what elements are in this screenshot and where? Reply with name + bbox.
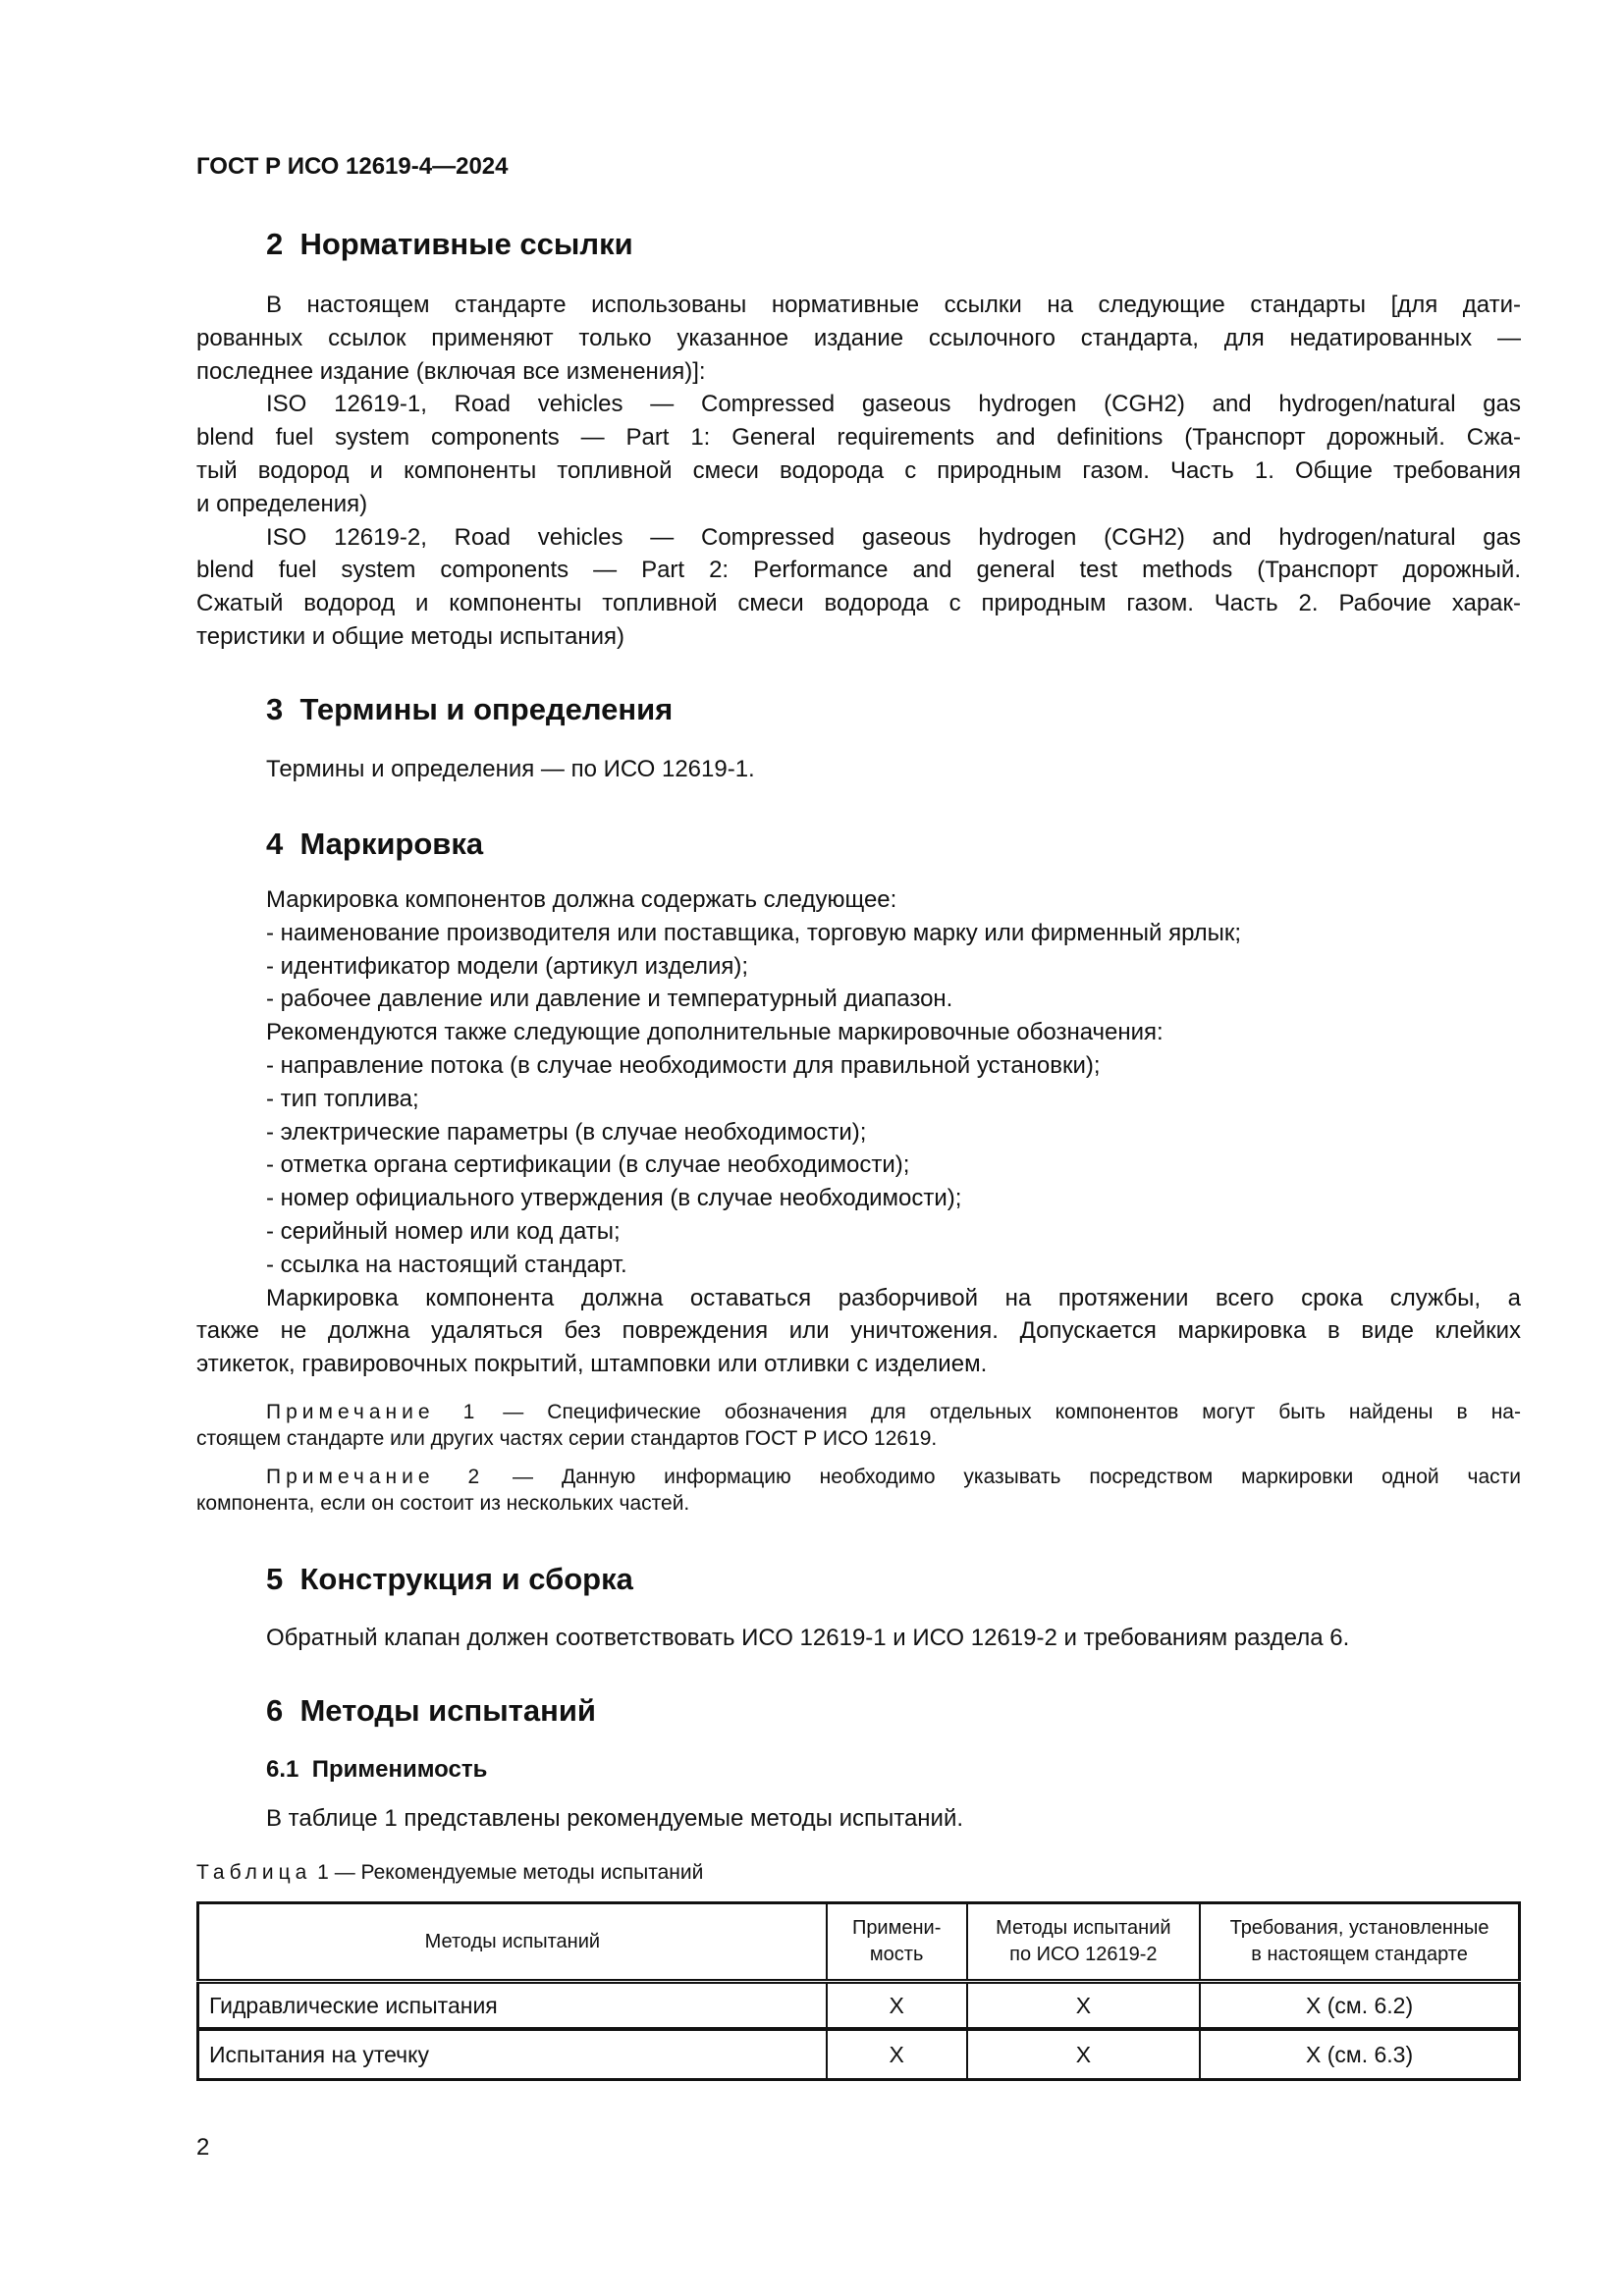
text-line: - номер официального утверждения (в случае необходимости); — [266, 1185, 962, 1212]
note-text: — Данную информацию необходимо указывать посредством маркировки одной части — [484, 1466, 1521, 1488]
table-row — [198, 2029, 1520, 2080]
table-cell: X — [827, 2029, 967, 2080]
text-line: рованных ссылок применяют только указанное издание ссылочного стандарта, для недатированных — — [196, 324, 1521, 351]
table-row — [198, 1982, 1520, 2030]
note-label: Примечание 1 — [266, 1401, 480, 1423]
text-line: теристики и общие методы испытания) — [196, 622, 625, 650]
column-header: Методы испытаний — [198, 1903, 827, 1982]
subsection-6-1-heading: 6.1 Применимость — [266, 1756, 488, 1783]
page-number: 2 — [196, 2134, 210, 2161]
note-1 — [196, 1399, 1521, 1452]
text-line: Маркировка компонентов должна содержать следующее: — [266, 886, 897, 913]
text-line: - тип топлива; — [266, 1085, 419, 1112]
text-line: - ссылка на настоящий стандарт. — [266, 1251, 627, 1278]
marking-paragraph — [196, 1282, 1521, 1381]
column-header: Методы испытаний по ИСО 12619-2 — [967, 1903, 1201, 1982]
text-line: тый водород и компоненты топливной смеси водорода с природным газом. Часть 1. Общие требования — [196, 456, 1521, 484]
text-line: - направление потока (в случае необходимости для правильной установки); — [266, 1051, 1101, 1079]
note-label: Примечание 2 — [266, 1466, 485, 1488]
section-2-body — [196, 289, 1521, 654]
section-2-heading: 2 Нормативные ссылки — [266, 227, 633, 261]
text-line: последнее издание (включая все изменения)]: — [196, 357, 706, 385]
text-line: В настоящем стандарте использованы нормативные ссылки на следующие стандарты [для дати- — [266, 292, 1521, 318]
table-cell: Испытания на утечку — [198, 2029, 827, 2080]
section-6-heading: 6 Методы испытаний — [266, 1693, 596, 1728]
caption-text: 1 — Рекомендуемые методы испытаний — [311, 1861, 704, 1884]
note-text: компонента, если он состоит из нескольких частей. — [196, 1492, 690, 1515]
text-line: Рекомендуются также следующие дополнительные маркировочные обозначения: — [266, 1019, 1164, 1046]
table-cell: X — [967, 2029, 1201, 2080]
table-cell: X — [827, 1982, 967, 2030]
note-text: стоящем стандарте или других частях серии стандартов ГОСТ Р ИСО 12619. — [196, 1427, 938, 1450]
section-4-heading: 4 Маркировка — [266, 827, 484, 861]
text-line: этикеток, гравировочных покрытий, штамповки или отливки с изделием. — [196, 1351, 988, 1378]
text-line: blend fuel system components — Part 1: General requirements and definitions (Транспорт дорожный. Сжа- — [196, 424, 1521, 452]
text-line: - рабочее давление или давление и температурный диапазон. — [266, 986, 953, 1013]
reference-iso-12619-1 — [196, 388, 1521, 520]
text-line: ISO 12619-1, Road vehicles — Compressed gaseous hydrogen (CGH2) and hydrogen/natural gas — [266, 391, 1521, 418]
text-line: ISO 12619-2, Road vehicles — Compressed gaseous hydrogen (CGH2) and hydrogen/natural gas — [266, 523, 1521, 551]
text-line: - наименование производителя или поставщика, торговую марку или фирменный ярлык; — [266, 919, 1242, 946]
text-line: - серийный номер или код даты; — [266, 1217, 621, 1245]
text-line: - электрические параметры (в случае необходимости); — [266, 1118, 867, 1146]
text-line: - отметка органа сертификации (в случае необходимости); — [266, 1151, 910, 1179]
table-cell: X (см. 6.2) — [1200, 1982, 1519, 2030]
section-3-text: Термины и определения — по ИСО 12619-1. — [266, 756, 755, 782]
text-line: blend fuel system components — Part 2: Performance and general test methods (Транспорт дорожный. — [196, 557, 1521, 584]
column-header: Примени- мость — [827, 1903, 967, 1982]
table-cell: Гидравлические испытания — [198, 1982, 827, 2030]
table-cell: X (см. 6.3) — [1200, 2029, 1519, 2080]
table-header-row — [198, 1903, 1520, 1982]
note-2 — [196, 1464, 1521, 1517]
text-line: также не должна удаляться без повреждения или уничтожения. Допускается маркировка в виде клейких — [196, 1317, 1521, 1345]
section-6-1-text: В таблице 1 представлены рекомендуемые методы испытаний. — [266, 1805, 964, 1832]
text-line: Маркировка компонента должна оставаться разборчивой на протяжении всего срока службы, а — [266, 1284, 1521, 1311]
section-4-body — [196, 883, 1521, 1381]
note-text: — Специфические обозначения для отдельных компонентов могут быть найдены в на- — [479, 1401, 1521, 1423]
section-5-text: Обратный клапан должен соответствовать ИСО 12619-1 и ИСО 12619-2 и требованиям раздела 6. — [266, 1625, 1350, 1651]
section-5-heading: 5 Конструкция и сборка — [266, 1562, 633, 1596]
text-line: и определения) — [196, 490, 368, 517]
reference-iso-12619-2 — [196, 521, 1521, 654]
caption-label: Таблица — [196, 1861, 312, 1884]
marking-list — [196, 883, 1521, 1282]
column-header: Требования, установленные в настоящем стандарте — [1200, 1903, 1519, 1982]
table-cell: X — [967, 1982, 1201, 2030]
text-line: Сжатый водород и компоненты топливной смеси водорода с природным газом. Часть 2. Рабочие харак- — [196, 590, 1521, 617]
section-3-heading: 3 Термины и определения — [266, 692, 674, 726]
document-code: ГОСТ Р ИСО 12619-4—2024 — [196, 153, 509, 180]
table-caption — [196, 1861, 703, 1885]
text-line: - идентификатор модели (артикул изделия); — [266, 952, 749, 980]
test-methods-table — [196, 1901, 1521, 2081]
intro-paragraph — [196, 289, 1521, 388]
